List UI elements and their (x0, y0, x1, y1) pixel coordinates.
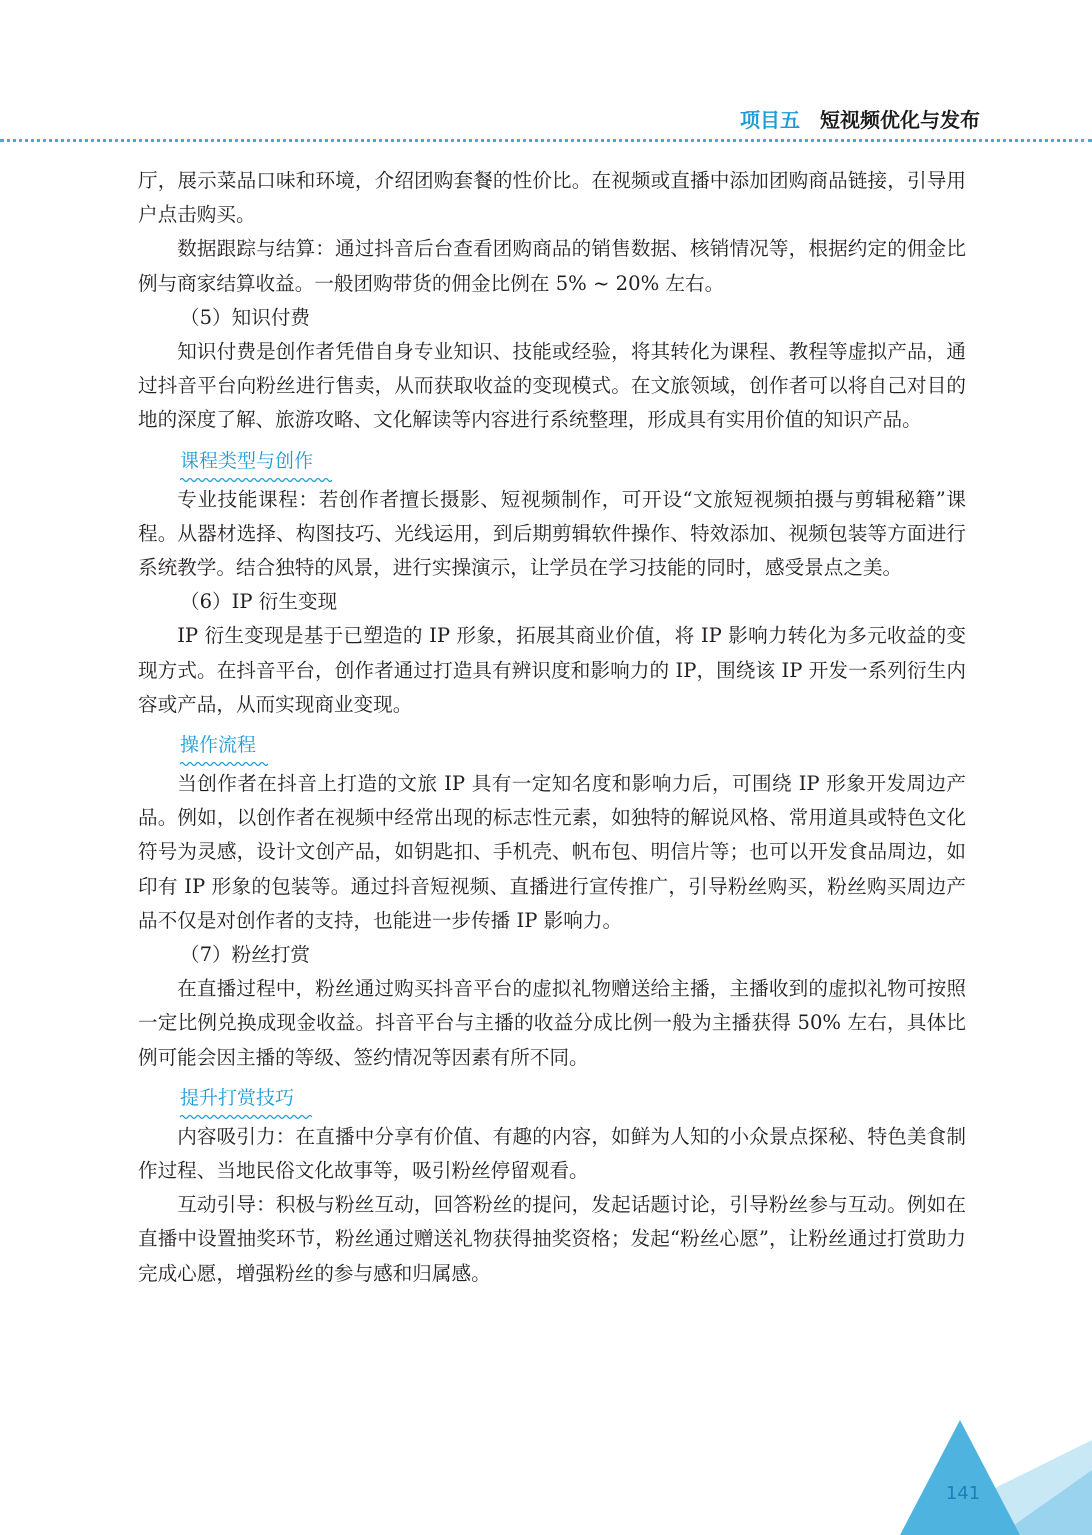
paragraph: 当创作者在抖音上打造的文旅 IP 具有一定知名度和影响力后，可围绕 IP 形象开发周边产品。例如，以创作者在视频中经常出现的标志性元素，如独特的解说风格、常用道具或特色文化符号为灵感，设计文创产品，如钥匙扣、手机壳、帆布包、明信片等；也可以开发食品周边，如印有 IP 形象的包装等。通过抖音短视频、直播进行宣传推广，引导粉丝购买，粉丝购买周边产品不仅是对创作者的支持，也能进一步传播 IP 影响力。 (138, 772, 966, 932)
section-item-7: （7）粉丝打赏 (180, 943, 311, 967)
paragraph: IP 衍生变现是基于已塑造的 IP 形象，拓展其商业价值，将 IP 影响力转化为多元收益的变现方式。在抖音平台，创作者通过打造具有辨识度和影响力的 IP，围绕该 IP 开发一系列衍生内容或产品，从而实现商业变现。 (138, 624, 966, 716)
subheading-text: 课程类型与创作 (180, 449, 314, 472)
paragraph: 内容吸引力：在直播中分享有价值、有趣的内容，如鲜为人知的小众景点探秘、特色美食制作过程、当地民俗文化故事等，吸引粉丝停留观看。 (138, 1124, 966, 1183)
paragraph: 专业技能课程：若创作者擅长摄影、短视频制作，可开设“文旅短视频拍摄与剪辑秘籍”课程。从器材选择、构图技巧、光线运用，到后期剪辑软件操作、特效添加、视频包装等方面进行系统教学。结合独特的风景，进行实操演示，让学员在学习技能的同时，感受景点之美。 (138, 487, 966, 580)
paragraph: 在直播过程中，粉丝通过购买抖音平台的虚拟礼物赠送给主播，主播收到的虚拟礼物可按照一定比例兑换成现金收益。抖音平台与主播的收益分成比例一般为主播获得 50% 左右，具体比例可能会因主播的等级、签约情况等因素有所不同。 (138, 977, 966, 1069)
section-item-6: （6）IP 衍生变现 (180, 590, 338, 614)
paragraph: 数据跟踪与结算：通过抖音后台查看团购商品的销售数据、核销情况等，根据约定的佣金比例与商家结算收益。一般团购带货的佣金比例在 5% ~ 20% 左右。 (138, 237, 966, 295)
chapter-title: 短视频优化与发布 (820, 108, 980, 132)
project-label: 项目五 (740, 108, 800, 132)
page-number: 141 (945, 1483, 981, 1504)
subheading-text: 提升打赏技巧 (180, 1086, 295, 1109)
paragraph: 厅，展示菜品口味和环境，介绍团购套餐的性价比。在视频或直播中添加团购商品链接，引导用户点击购买。 (138, 169, 966, 227)
paragraph: 互动引导：积极与粉丝互动，回答粉丝的提问，发起话题讨论，引导粉丝参与互动。例如在直播中设置抽奖环节，粉丝通过赠送礼物获得抽奖资格；发起“粉丝心愿”，让粉丝通过打赏助力完成心愿，增强粉丝的参与感和归属感。 (138, 1193, 966, 1285)
paragraph: 知识付费是创作者凭借自身专业知识、技能或经验，将其转化为课程、教程等虚拟产品，通过抖音平台向粉丝进行售卖，从而获取收益的变现模式。在文旅领域，创作者可以将自己对目的地的深度了解、旅游攻略、文化解读等内容进行系统整理，形成具有实用价值的知识产品。 (138, 340, 966, 432)
subheading-text: 操作流程 (180, 734, 257, 757)
section-item-5: （5）知识付费 (180, 305, 311, 329)
